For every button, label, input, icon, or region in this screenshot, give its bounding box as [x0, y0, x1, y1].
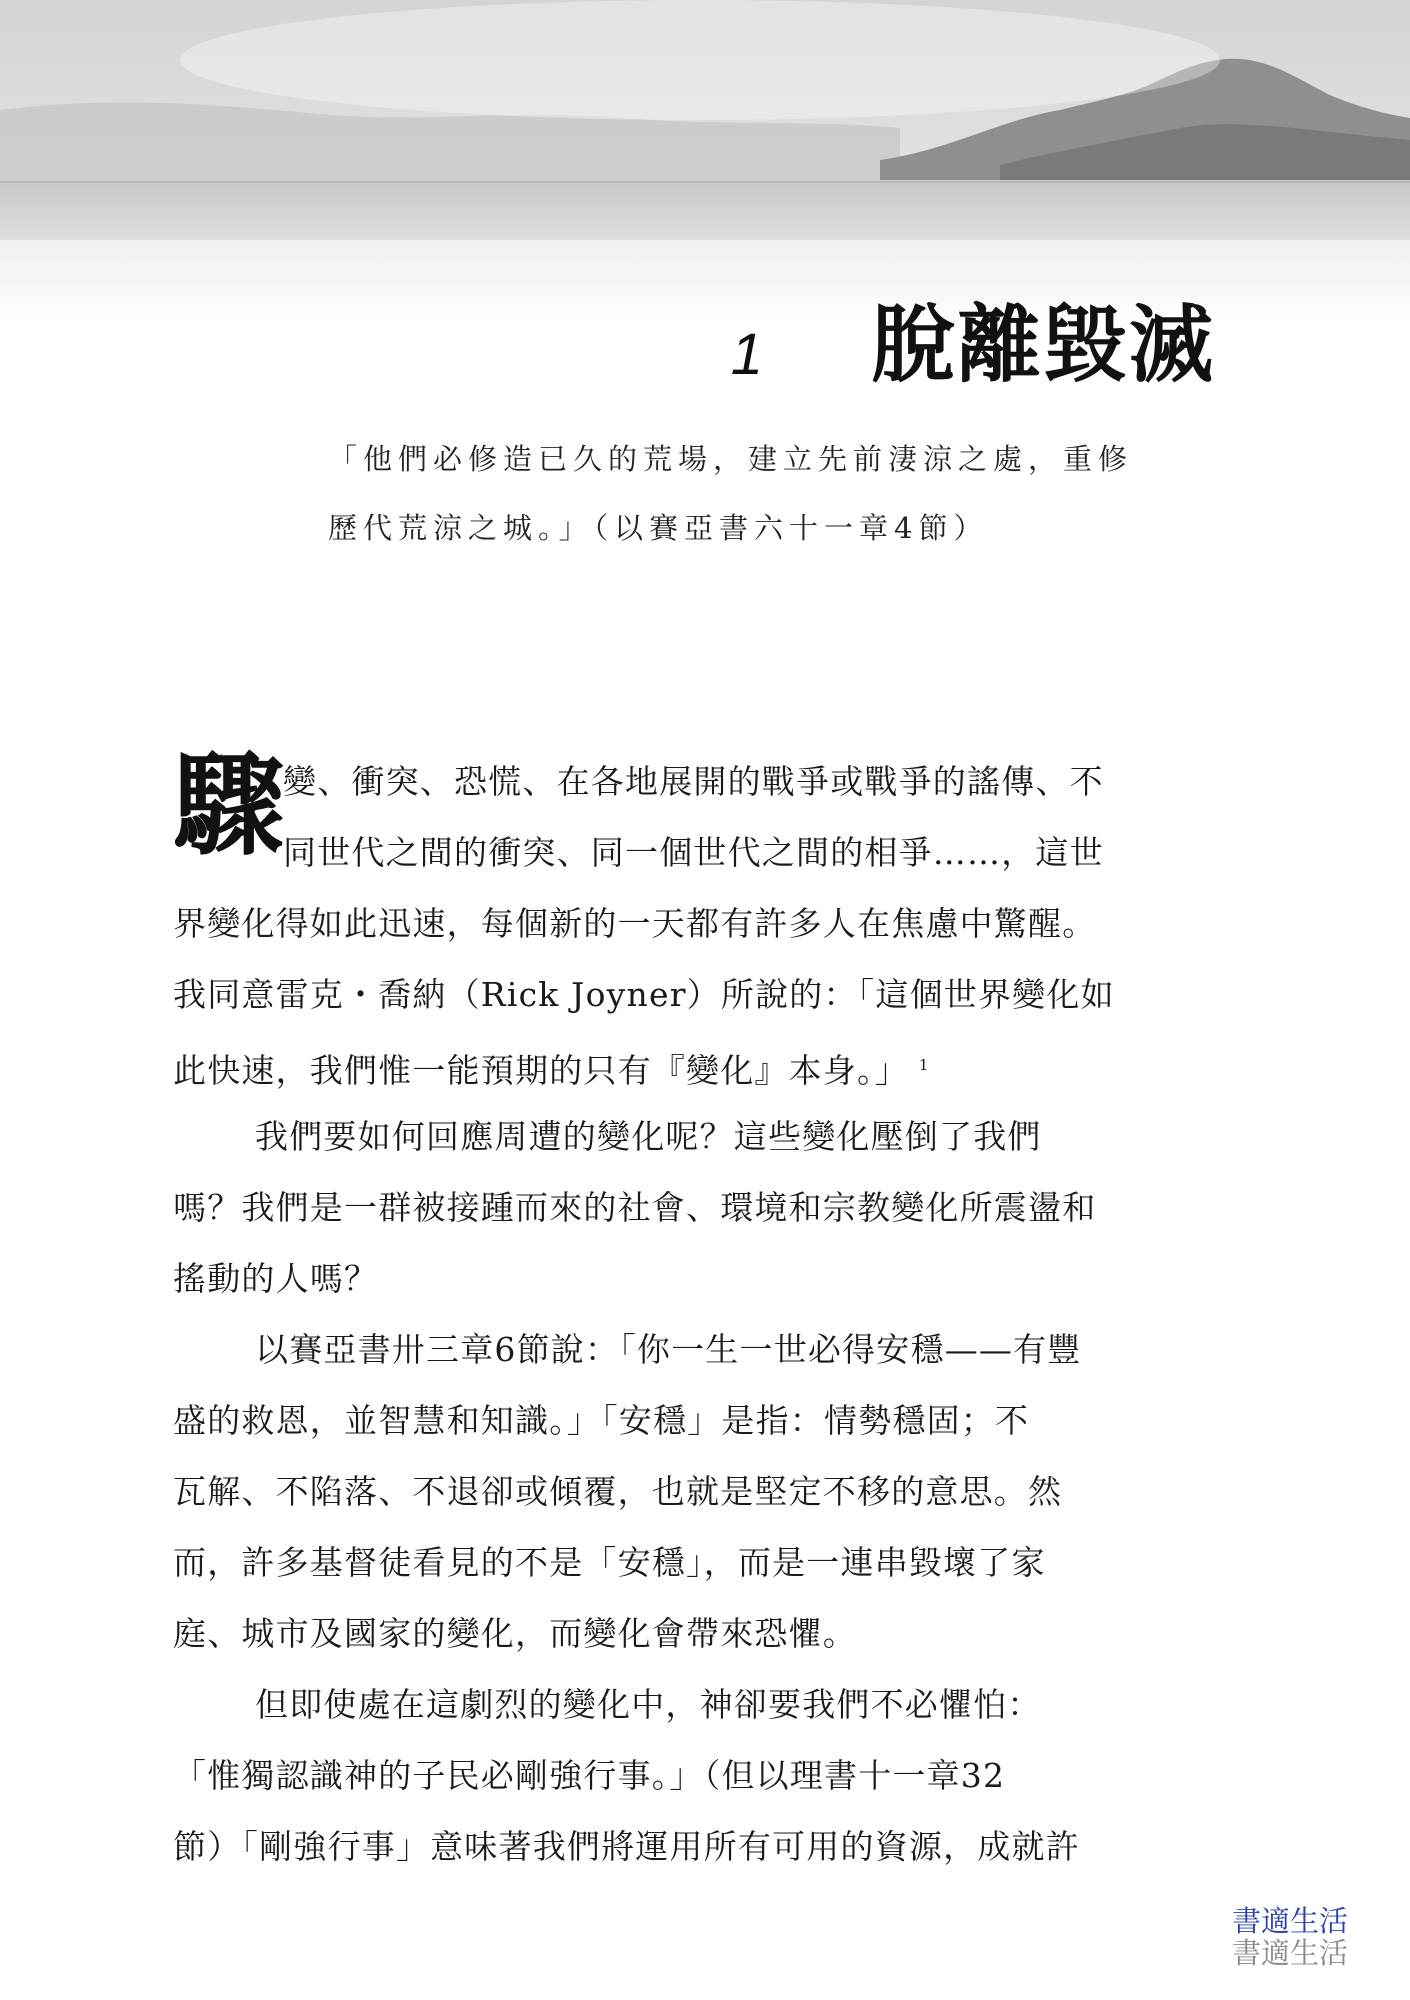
text-line: 同世代之間的衝突、同一個世代之間的相爭……，這世 — [283, 833, 1104, 872]
text-line: 此快速，我們惟一能預期的只有『變化』本身。」 — [173, 1051, 909, 1090]
text-line-with-footnote — [173, 1030, 1221, 1101]
text-line: 盛的救恩，並智慧和知識。」「安穩」是指：情勢穩固；不 — [173, 1401, 1030, 1440]
epigraph-quote — [328, 425, 1221, 563]
chapter-title: 脫離毀滅 — [870, 295, 1215, 394]
chapter-number: 1 — [730, 322, 763, 387]
watermark-line-gray: 書適生活 — [1231, 1936, 1348, 1970]
publisher-watermark — [1232, 1905, 1348, 1969]
watermark-line-blue: 書適生活 — [1231, 1904, 1348, 1938]
text-line: 變、衝突、恐慌、在各地展開的戰爭或戰爭的謠傳、不 — [283, 762, 1104, 801]
text-line: 「惟獨認識神的子民必剛強行事。」（但以理書十一章32 — [173, 1756, 1006, 1795]
chapter-heading — [731, 278, 1215, 399]
opening-paragraph-start — [173, 740, 1221, 888]
footnote-mark: 1 — [918, 1056, 930, 1074]
body-text — [173, 740, 1221, 1882]
text-line: 以賽亞書卅三章6節說：「你一生一世必得安穩——有豐 — [255, 1330, 1082, 1369]
text-line: 節）「剛強行事」意味著我們將運用所有可用的資源，成就許 — [173, 1827, 1080, 1866]
text-line: 但即使處在這劇烈的變化中，神卻要我們不必懼怕： — [255, 1685, 1042, 1724]
drop-cap: 驟 — [173, 740, 285, 871]
text-line: 搖動的人嗎？ — [173, 1259, 379, 1298]
text-line: 庭、城市及國家的變化，而變化會帶來恐懼。 — [173, 1614, 857, 1653]
text-line: 嗎？我們是一群被接踵而來的社會、環境和宗教變化所震盪和 — [173, 1188, 1097, 1227]
epigraph-line: 歷代荒涼之城。」（以賽亞書六十一章4節） — [328, 511, 989, 545]
text-line: 而，許多基督徒看見的不是「安穩」，而是一連串毀壞了家 — [173, 1543, 1046, 1582]
text-line: 我們要如何回應周遭的變化呢？這些變化壓倒了我們 — [255, 1117, 1042, 1156]
epigraph-line: 「他們必修造已久的荒場，建立先前淒涼之處，重修 — [328, 442, 1134, 476]
text-line: 界變化得如此迅速，每個新的一天都有許多人在焦慮中驚醒。 — [173, 904, 1097, 943]
text-line: 瓦解、不陷落、不退卻或傾覆，也就是堅定不移的意思。然 — [173, 1472, 1063, 1511]
text-line: 我同意雷克・喬納（Rick Joyner）所說的：「這個世界變化如 — [173, 975, 1115, 1014]
